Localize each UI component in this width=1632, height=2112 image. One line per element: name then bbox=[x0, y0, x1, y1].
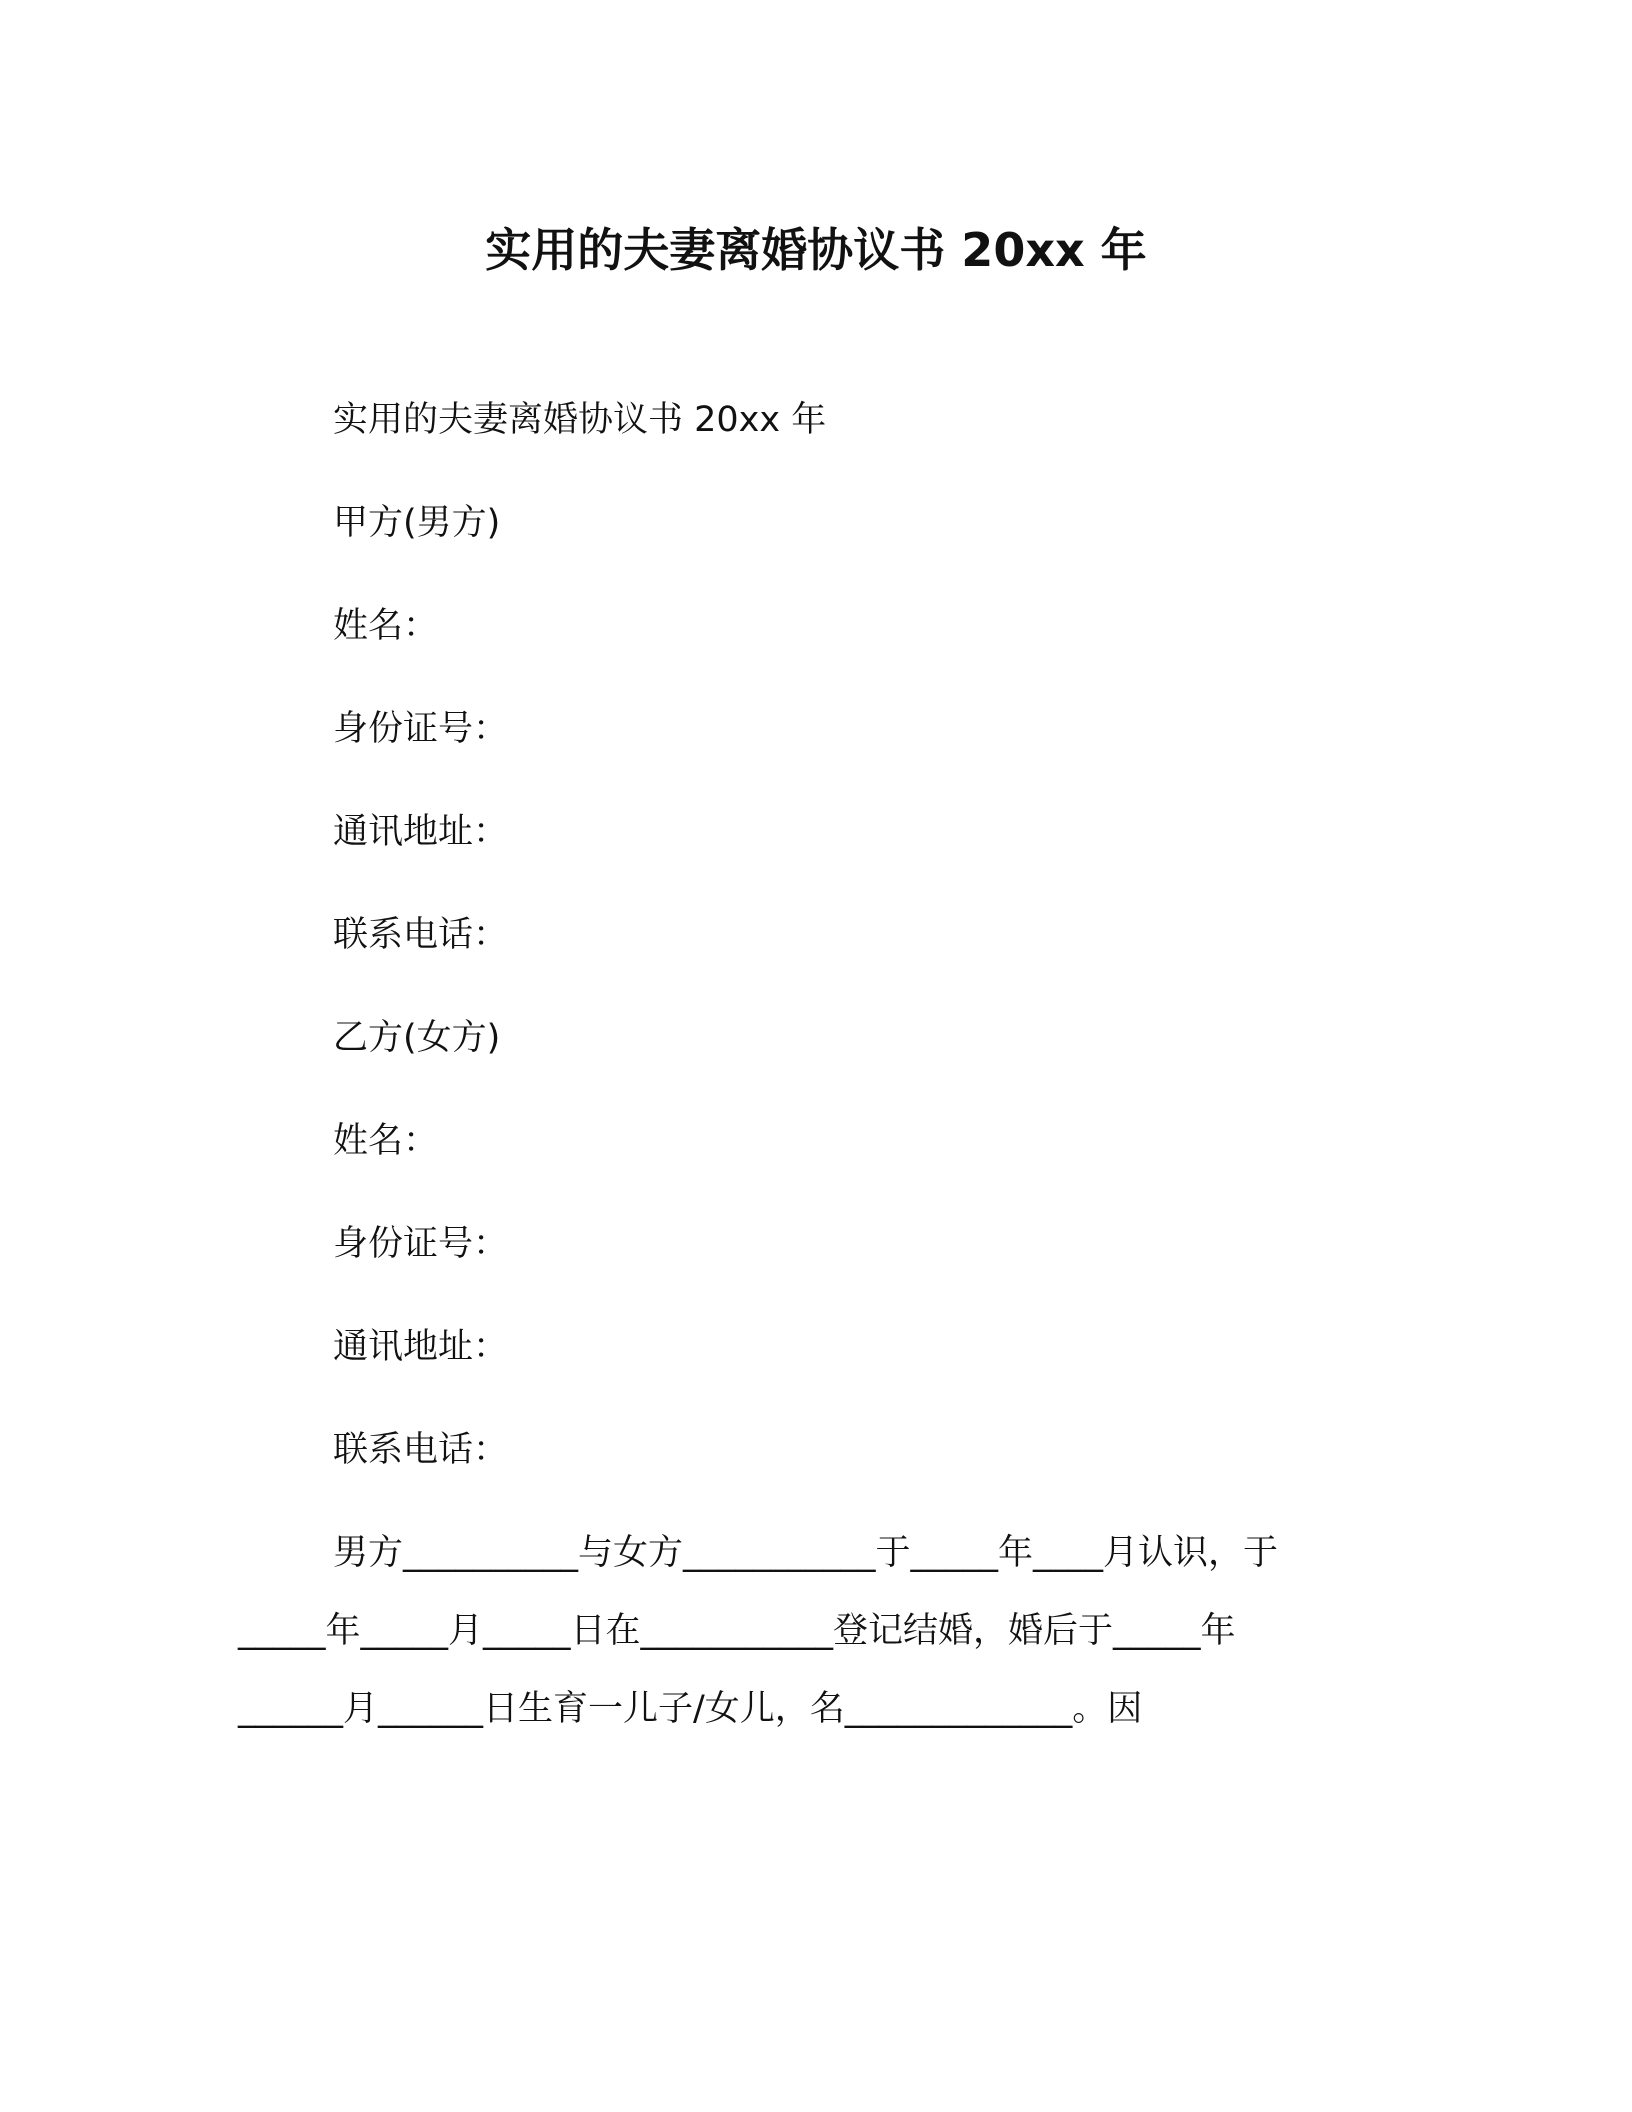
marriage-paragraph-line-2: _____年_____月_____日在___________登记结婚，婚后于_____年 bbox=[238, 1611, 1236, 1651]
party-b-id-label: 身份证号： bbox=[333, 1224, 509, 1264]
party-a-name-label: 姓名： bbox=[333, 606, 439, 646]
party-b-heading: 乙方(女方) bbox=[333, 1018, 501, 1058]
party-a-heading: 甲方(男方) bbox=[333, 503, 501, 543]
party-b-address-label: 通讯地址： bbox=[333, 1327, 509, 1367]
party-a-address-label: 通讯地址： bbox=[333, 812, 509, 852]
party-a-id-label: 身份证号： bbox=[333, 709, 509, 749]
marriage-paragraph-line-3: ______月______日生育一儿子/女儿，名_____________。因 bbox=[238, 1689, 1143, 1729]
party-b-phone-label: 联系电话： bbox=[333, 1430, 509, 1470]
subtitle-line: 实用的夫妻离婚协议书 20xx 年 bbox=[333, 400, 827, 440]
party-b-name-label: 姓名： bbox=[333, 1121, 439, 1161]
marriage-paragraph-line-1: 男方__________与女方___________于_____年____月认识，于 bbox=[333, 1533, 1279, 1573]
document-title: 实用的夫妻离婚协议书 20xx 年 bbox=[485, 223, 1147, 277]
party-a-phone-label: 联系电话： bbox=[333, 915, 509, 955]
